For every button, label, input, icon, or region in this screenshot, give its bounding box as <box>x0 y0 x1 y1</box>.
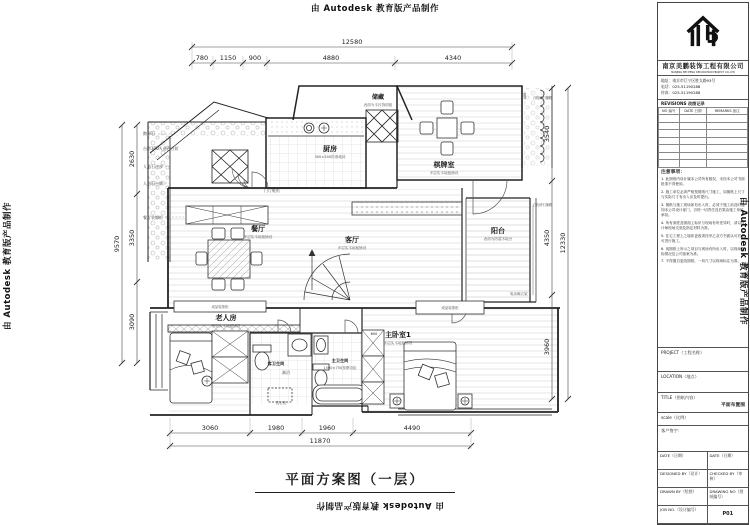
field-drawn-by: DRAWN BY（绘图） <box>658 488 708 505</box>
field-row-job <box>658 505 748 524</box>
dim-right-seg: 4350 <box>543 229 551 247</box>
field-job-no: JOB NO.（设计编号） <box>658 506 708 523</box>
dim-top-seg: 780 <box>195 54 209 62</box>
ann-stone-pavers: 人造石汀步 <box>143 164 163 169</box>
drawing-title: 平面方案图（一层） <box>255 468 455 493</box>
dining-sideboard <box>186 206 268 224</box>
ann-white-gravel-1: 白色碎石铺路 <box>533 96 553 100</box>
field-location <box>658 371 748 392</box>
rev-col-date: DATE 日期 <box>679 107 707 115</box>
notes-title: 注意事项： <box>661 169 685 175</box>
autodesk-watermark-top: 由 Autodesk 教育版产品制作 <box>310 4 439 14</box>
field-title <box>658 392 748 412</box>
room-sub-storage: 表面为木纹饰面板 <box>363 103 393 107</box>
dim-top-seg: 1150 <box>219 54 237 62</box>
ann-stone-step-300: 台阶300人造石台阶 <box>143 146 179 151</box>
master-bed <box>404 342 456 410</box>
notes-list <box>658 176 748 347</box>
field-project-label: PROJECT（工程名称） <box>661 349 705 355</box>
dim-top-seg: 4340 <box>444 54 462 62</box>
ann-drying-rack: 电动晾衣架 <box>510 292 528 296</box>
company-tel: 电话：025-51190288 <box>661 84 701 90</box>
elder-bed <box>170 333 212 403</box>
field-row-dates <box>658 451 748 469</box>
rev-col-no: NO 编号 <box>659 107 680 115</box>
ann-shoe-cabinet: 门厅鞋柜 <box>264 188 280 193</box>
room-label-chess: 棋牌室 <box>433 161 455 169</box>
room-label-master-bed: 主卧室1 <box>385 331 411 339</box>
rev-col-remarks: REMARKS 备注 <box>707 107 748 115</box>
master-wardrobe <box>362 330 384 404</box>
room-sub-balcony: 表面为防腐木地台 <box>483 237 513 241</box>
company-fax: 传真：025-51190288 <box>661 90 701 96</box>
room-label-kitchen: 厨房 <box>323 145 337 153</box>
note-item: 2. 施工单位必须严格按图纸尺寸施工，如图纸上尺寸与实际尺寸有出入应及时提出。 <box>661 189 745 199</box>
dim-right-seg: 3960 <box>543 338 551 356</box>
room-sub-elder: 多层实木地板铺设 <box>211 324 241 328</box>
room-sub-dining: 多层实木地板铺设 <box>243 235 273 239</box>
room-label-guest-bath: 客卫生间 <box>267 361 285 366</box>
ann-cobblestone: 鹅卵石 <box>143 131 155 136</box>
note-item: 1. 此图纸内设计属本公司所有版权，未经本公司书面批准不得使用。 <box>661 176 745 186</box>
note-item: 6. 视图纸上所示之项目与现场有所出入时，以现场实际情况及公司备案为准。 <box>661 246 745 256</box>
autodesk-watermark-right: 由 Autodesk 教育版产品制作 <box>738 196 748 325</box>
room-sub-kitchen: 300×300防滑地砖 <box>314 155 346 159</box>
field-date-2: DATE（日期） <box>709 453 736 458</box>
room-label-master-bath: 主卫生间 <box>331 358 349 363</box>
room-label-balcony: 阳台 <box>491 227 505 235</box>
room-label-living: 客厅 <box>345 236 359 244</box>
dim-bottom-seg: 3060 <box>201 424 219 432</box>
revisions-title: REVISIONS 改图记录 <box>661 100 705 106</box>
field-row-design <box>658 469 748 487</box>
field-location-label: LOCATION（地点） <box>661 373 699 379</box>
ann-shelf-elder: 成品装饰柜 <box>211 305 229 309</box>
dim-bottom-seg: 1960 <box>318 424 336 432</box>
elder-bay-window <box>150 312 168 390</box>
room-label-dining: 餐厅 <box>251 225 265 233</box>
dim-top-seg: 4880 <box>322 54 340 62</box>
dim-left-seg: 3350 <box>128 229 136 247</box>
field-title-label: TITLE（图纸内容） <box>661 394 698 400</box>
field-row-drawn <box>658 487 748 505</box>
dim-left-seg: 2630 <box>128 150 136 168</box>
dim-bottom-seg: 1980 <box>267 424 285 432</box>
dim-bottom-total: 11870 <box>309 437 331 445</box>
dim-left-total: 9570 <box>113 235 121 253</box>
company-name-cn: 南京美鹏装饰工程有限公司 <box>662 63 744 70</box>
field-checked-by: CHECKED BY（审核） <box>709 471 743 481</box>
note-item: 4. 所有深度及图面上标识与现场有所差异时，请以设计师现场交底及指定材料为准。 <box>661 220 745 230</box>
revisions-table <box>658 107 748 168</box>
company-logo <box>658 3 748 61</box>
field-date-1: DATE（日期） <box>658 452 708 469</box>
ann-washer: 洗衣机 <box>275 401 287 405</box>
dim-right-total: 12330 <box>559 232 567 254</box>
note-item: 5. 住宅工程上之墙体更改须经甲乙双方书面认可后方可进行施工。 <box>661 233 745 243</box>
ann-shelf-master: 成品装饰柜 <box>441 306 459 310</box>
field-client-signature <box>658 425 748 451</box>
field-project <box>658 347 748 371</box>
room-sub-chess: 多层实木地板铺设 <box>429 171 459 175</box>
title-block <box>657 2 749 525</box>
dim-top-seg: 900 <box>248 54 262 62</box>
dim-right-seg: 3540 <box>543 125 551 143</box>
room-label-storage: 储藏 <box>371 94 385 101</box>
dim-micro-400: 400 <box>523 92 527 100</box>
field-scale-label: scale（比例） <box>661 414 689 420</box>
ann-dining-cabinet: 餐厅装饰柜 <box>143 215 163 220</box>
elder-wardrobe <box>212 331 248 383</box>
field-scale <box>658 412 748 425</box>
field-drawing-no-value <box>708 506 749 523</box>
ann-white-gravel-2: 白色碎石铺路 <box>533 203 553 207</box>
room-sub-master-bath: 1500×750按摩浴缸 <box>323 366 357 370</box>
tv-wall-band <box>352 202 462 215</box>
note-item: 7. 不得擅自更改图纸，一切尺寸以现场标注为准。 <box>661 259 742 264</box>
autodesk-watermark-left: 由 Autodesk 教育版产品制作 <box>3 202 13 331</box>
room-sub-master-bed: 多层实木地板铺设 <box>383 341 413 345</box>
storage-bay-window <box>366 110 398 142</box>
dim-left-seg: 3090 <box>128 313 136 331</box>
field-title-value: 平面布置图 <box>721 402 745 408</box>
field-designed-by: DESIGNED BY（设计） <box>658 470 708 487</box>
room-label-elder: 老人房 <box>215 314 237 322</box>
drawing-number: P01 <box>722 511 734 517</box>
spa-feature <box>212 150 248 183</box>
company-name-en: NANJING MEI PENG DECORATION PROJECT CO.,LTD <box>671 70 735 74</box>
ann-shower: 淋浴 <box>282 370 290 375</box>
field-client-label: 客户签字： <box>661 427 682 433</box>
company-address: 地址：南京市江宁区胜太路93号 <box>661 77 716 83</box>
note-item: 3. 图纸与施工现场如有出入时，必须于施工前及时通知本公司设计部门，否则一切责任及后果由施工单位承担。 <box>661 202 745 217</box>
dim-bottom-seg: 4490 <box>403 424 421 432</box>
room-sub-living: 多层实木地板铺设 <box>337 246 367 250</box>
ann-stone-steps: 人造石台阶 <box>143 181 163 186</box>
field-drawing-no: DRAWING NO（图纸编号） <box>709 489 744 499</box>
autodesk-watermark-bottom: 由 Autodesk 教育版产品制作 <box>316 500 445 510</box>
dim-micro-600: 600 <box>370 332 378 336</box>
dim-top-total: 12580 <box>341 38 363 46</box>
